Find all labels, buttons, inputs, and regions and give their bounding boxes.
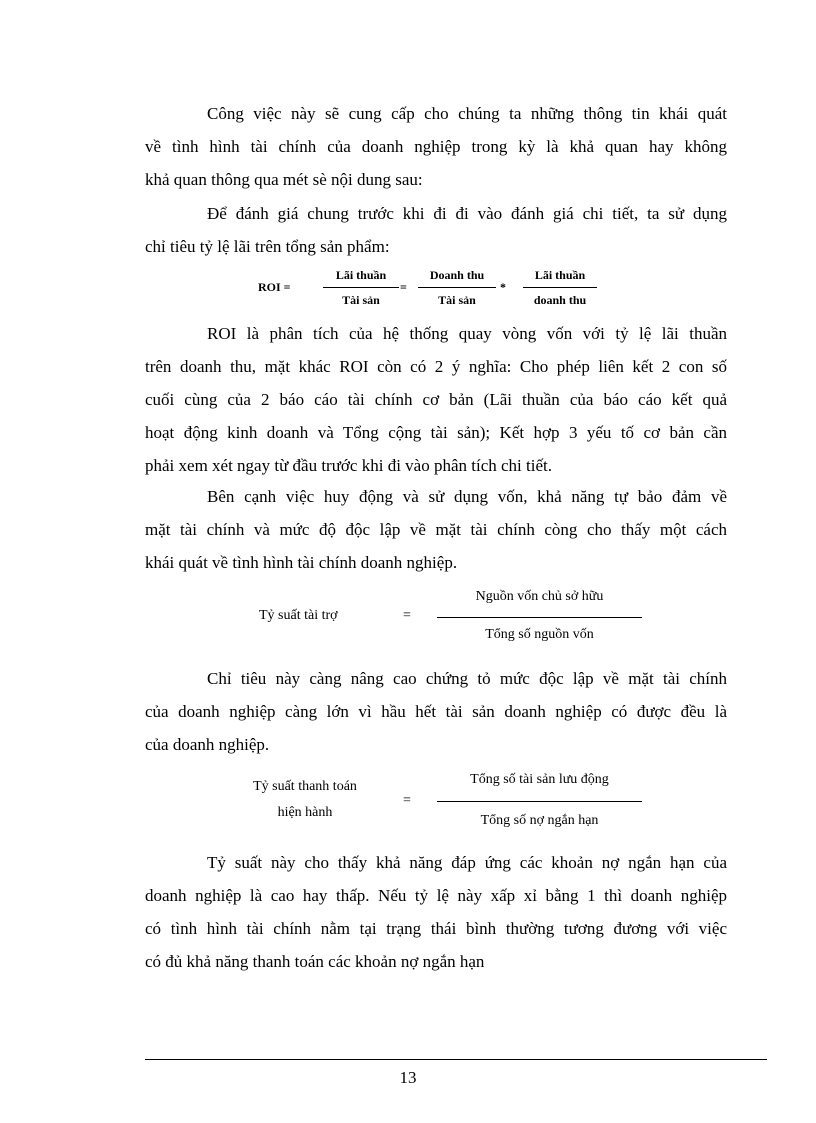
text-line: chỉ tiêu tỷ lệ lãi trên tổng sản phẩm: bbox=[145, 237, 390, 256]
text-line: về tình hình tài chính của doanh nghiệp trong kỳ là khả quan hay không bbox=[145, 137, 727, 156]
formula-equals: = bbox=[403, 608, 411, 623]
roi-label: ROI = bbox=[258, 280, 291, 294]
text-line: Tỷ suất này cho thấy khả năng đáp ứng các khoản nợ ngắn hạn của bbox=[207, 853, 727, 872]
text-line: Công việc này sẽ cung cấp cho chúng ta những thông tin khái quát bbox=[207, 104, 727, 123]
fraction-bar bbox=[437, 617, 642, 618]
roi-fraction-2 bbox=[418, 268, 496, 308]
formula-denominator: Tổng số nguồn vốn bbox=[485, 627, 594, 642]
text-line: của doanh nghiệp. bbox=[145, 735, 270, 754]
roi-equals: = bbox=[400, 280, 407, 294]
roi-fraction-1 bbox=[323, 268, 399, 308]
fraction-numerator: Lãi thuần bbox=[534, 268, 586, 282]
text-line: trên doanh thu, mặt khác ROI còn có 2 ý nghĩa: Cho phép liên kết 2 con số bbox=[145, 357, 727, 376]
paragraph-1 bbox=[145, 97, 727, 196]
formula-name-line-1: Tỷ suất thanh toán bbox=[253, 779, 357, 794]
fraction-numerator: Doanh thu bbox=[429, 268, 485, 282]
text-line: khả quan thông qua mét sè nội dung sau: bbox=[145, 170, 423, 189]
text-line: hoạt động kinh doanh và Tổng cộng tài sản); Kết hợp 3 yếu tố cơ bản cần bbox=[145, 423, 727, 442]
paragraph-6 bbox=[145, 846, 727, 978]
paragraph-3 bbox=[145, 317, 727, 482]
roi-multiply: * bbox=[500, 280, 506, 294]
paragraph-4 bbox=[145, 480, 727, 579]
formula-denominator: Tổng số nợ ngắn hạn bbox=[480, 813, 599, 828]
fraction-numerator: Lãi thuần bbox=[335, 268, 387, 282]
text-line: ROI là phân tích của hệ thống quay vòng vốn với tỷ lệ lãi thuần bbox=[207, 324, 727, 343]
text-line: có tình hình tài chính nằm tại trạng thái bình thường tương đương với việc bbox=[145, 919, 727, 938]
formula-name-line-2: hiện hành bbox=[277, 805, 333, 820]
text-line: doanh nghiệp là cao hay thấp. Nếu tỷ lệ này xấp xỉ bằng 1 thì doanh nghiệp bbox=[145, 886, 727, 905]
text-line: Bên cạnh việc huy động và sử dụng vốn, khả năng tự bảo đảm về bbox=[207, 487, 727, 506]
fraction-denominator: doanh thu bbox=[533, 293, 587, 307]
fraction-denominator: Tài sản bbox=[438, 293, 476, 307]
fraction-denominator: Tài sản bbox=[342, 293, 380, 307]
text-line: Chỉ tiêu này càng nâng cao chứng tỏ mức độc lập về mặt tài chính bbox=[207, 669, 727, 688]
paragraph-2 bbox=[145, 197, 727, 263]
text-line: khái quát về tình hình tài chính doanh nghiệp. bbox=[145, 553, 458, 572]
formula-name: Tỷ suất tài trợ bbox=[259, 608, 338, 623]
formula-numerator: Nguồn vốn chủ sở hữu bbox=[475, 589, 604, 604]
text-line: phải xem xét ngay từ đầu trước khi đi vào phân tích chi tiết. bbox=[145, 456, 552, 475]
text-line: có đủ khả năng thanh toán các khoản nợ ngắn hạn bbox=[145, 952, 485, 971]
footer-divider bbox=[145, 1059, 767, 1060]
text-line: của doanh nghiệp càng lớn vì hầu hết tài sản doanh nghiệp có được đều là bbox=[145, 702, 727, 721]
roi-fraction-3 bbox=[523, 268, 597, 308]
text-line: Để đánh giá chung trước khi đi đi vào đánh giá chi tiết, ta sử dụng bbox=[207, 204, 727, 223]
page-number: 13 bbox=[399, 1068, 417, 1087]
formula-numerator: Tổng số tài sản lưu động bbox=[470, 772, 609, 787]
formula-equals: = bbox=[403, 793, 411, 808]
paragraph-5 bbox=[145, 662, 727, 761]
text-line: cuối cùng của 2 báo cáo tài chính cơ bản (Lãi thuần của báo cáo kết quả bbox=[145, 390, 727, 409]
fraction-bar bbox=[437, 801, 642, 802]
text-line: mặt tài chính và mức độ độc lập về mặt tài chính còng cho thấy một cách bbox=[145, 520, 727, 539]
